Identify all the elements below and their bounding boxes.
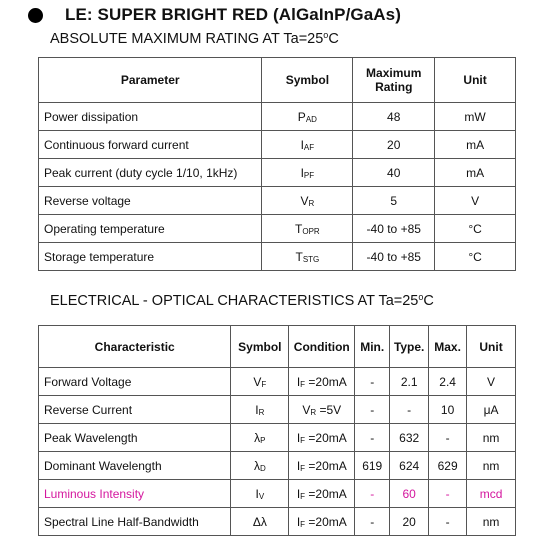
condition-subscript: F [300, 435, 306, 445]
absolute-max-table [38, 57, 516, 271]
table-row [39, 187, 516, 215]
condition-symbol: I [296, 514, 301, 529]
symbol-cell [262, 243, 353, 271]
parameter-cell: Reverse voltage [39, 187, 262, 215]
rating-cell: 20 [353, 131, 435, 159]
symbol-text: Δλ [252, 514, 267, 529]
symbol-text: I [300, 137, 304, 152]
symbol-text: I [300, 165, 304, 180]
typ-cell: 20 [390, 508, 429, 536]
characteristic-cell: Peak Wavelength [39, 424, 231, 452]
header-max: Max. [429, 326, 467, 368]
unit-cell: V [435, 187, 516, 215]
condition-cell [289, 396, 355, 424]
header-typ: Type. [390, 326, 429, 368]
parameter-cell: Operating temperature [39, 215, 262, 243]
symbol-cell [231, 396, 289, 424]
unit-cell: nm [467, 424, 516, 452]
unit-cell: mA [435, 159, 516, 187]
table-row [39, 424, 516, 452]
min-cell: - [355, 368, 390, 396]
table-header-row [39, 58, 516, 103]
symbol-text: T [295, 221, 303, 236]
symbol-text: V [300, 193, 309, 208]
table-row [39, 243, 516, 271]
typ-cell: 60 [390, 480, 429, 508]
rating-cell: 48 [353, 103, 435, 131]
symbol-cell [262, 103, 353, 131]
header-min: Min. [355, 326, 390, 368]
typ-cell: - [390, 396, 429, 424]
condition-value: =20mA [305, 374, 347, 389]
table-row [39, 452, 516, 480]
symbol-subscript: R [308, 198, 315, 208]
symbol-text: I [255, 486, 259, 501]
symbol-cell [231, 424, 289, 452]
symbol-cell [262, 131, 353, 159]
elec-section-title: ELECTRICAL - OPTICAL CHARACTERISTICS AT $Ta=25^oC$ [50, 292, 434, 309]
header-symbol: Symbol [262, 58, 353, 103]
condition-symbol: I [296, 458, 301, 473]
rating-cell: 40 [353, 159, 435, 187]
characteristic-cell: Reverse Current [39, 396, 231, 424]
header-max-rating: Maximum Rating [353, 58, 435, 103]
condition-cell [289, 424, 355, 452]
max-cell: 629 [429, 452, 467, 480]
table-row [39, 396, 516, 424]
unit-cell: °C [435, 243, 516, 271]
symbol-cell [262, 215, 353, 243]
min-cell: - [355, 424, 390, 452]
symbol-subscript: R [258, 407, 265, 417]
characteristic-cell: Forward Voltage [39, 368, 231, 396]
page-title: LE: SUPER BRIGHT RED (AlGaInP/GaAs) [65, 5, 401, 24]
max-cell: - [429, 480, 467, 508]
condition-subscript: F [300, 491, 306, 501]
max-cell: - [429, 508, 467, 536]
symbol-cell [231, 508, 289, 536]
electrical-optical-table [38, 325, 516, 536]
table-row [39, 131, 516, 159]
table-row [39, 215, 516, 243]
unit-cell: μA [467, 396, 516, 424]
symbol-text: λ [254, 430, 261, 445]
symbol-subscript: PF [303, 170, 315, 180]
parameter-cell: Peak current (duty cycle 1/10, 1kHz) [39, 159, 262, 187]
characteristic-cell: Dominant Wavelength [39, 452, 231, 480]
condition-value: =20mA [305, 430, 347, 445]
symbol-cell [262, 159, 353, 187]
condition-symbol: V [302, 402, 311, 417]
max-cell: - [429, 424, 467, 452]
table-row [39, 368, 516, 396]
header-condition: Condition [289, 326, 355, 368]
condition-cell [289, 368, 355, 396]
symbol-text: T [295, 249, 303, 264]
parameter-cell: Power dissipation [39, 103, 262, 131]
unit-cell: mW [435, 103, 516, 131]
condition-value: =20mA [305, 486, 347, 501]
table-header-row [39, 326, 516, 368]
symbol-subscript: STG [302, 254, 320, 264]
header-symbol: Symbol [231, 326, 289, 368]
condition-cell [289, 452, 355, 480]
symbol-subscript: AF [303, 142, 315, 152]
symbol-subscript: F [261, 379, 267, 389]
unit-cell: nm [467, 508, 516, 536]
rating-cell: 5 [353, 187, 435, 215]
condition-cell [289, 508, 355, 536]
characteristic-cell: Spectral Line Half-Bandwidth [39, 508, 231, 536]
condition-subscript: F [300, 463, 306, 473]
condition-symbol: I [296, 374, 301, 389]
min-cell: 619 [355, 452, 390, 480]
condition-subscript: F [300, 379, 306, 389]
symbol-cell [262, 187, 353, 215]
min-cell: - [355, 396, 390, 424]
unit-cell: °C [435, 215, 516, 243]
table-row [39, 159, 516, 187]
abs-section-title: ABSOLUTE MAXIMUM RATING AT $Ta=25^oC$ [50, 30, 339, 47]
unit-cell: mA [435, 131, 516, 159]
symbol-subscript: P [260, 435, 266, 445]
symbol-cell [231, 368, 289, 396]
characteristic-cell: Luminous Intensity [39, 480, 231, 508]
typ-cell: 632 [390, 424, 429, 452]
max-cell: 10 [429, 396, 467, 424]
condition-symbol: I [296, 430, 301, 445]
bullet-icon [28, 8, 43, 23]
symbol-text: I [255, 402, 259, 417]
symbol-text: P [297, 109, 306, 124]
symbol-subscript: D [259, 463, 266, 473]
condition-cell [289, 480, 355, 508]
table-row [39, 103, 516, 131]
rating-cell: -40 to +85 [353, 215, 435, 243]
header-unit: Unit [435, 58, 516, 103]
min-cell: - [355, 508, 390, 536]
rating-cell: -40 to +85 [353, 243, 435, 271]
unit-cell: V [467, 368, 516, 396]
min-cell: - [355, 480, 390, 508]
condition-value: =20mA [305, 458, 347, 473]
condition-value: =20mA [305, 514, 347, 529]
condition-symbol: I [296, 486, 301, 501]
symbol-cell [231, 480, 289, 508]
header-parameter: Parameter [39, 58, 262, 103]
symbol-text: λ [253, 458, 260, 473]
parameter-cell: Continuous forward current [39, 131, 262, 159]
typ-cell: 2.1 [390, 368, 429, 396]
condition-value: =5V [316, 402, 342, 417]
symbol-cell [231, 452, 289, 480]
symbol-subscript: OPR [302, 226, 320, 236]
max-cell: 2.4 [429, 368, 467, 396]
condition-subscript: R [310, 407, 317, 417]
title-row [28, 2, 401, 28]
parameter-cell: Storage temperature [39, 243, 262, 271]
table-row [39, 480, 516, 508]
symbol-subscript: AD [305, 114, 317, 124]
unit-cell: mcd [467, 480, 516, 508]
header-characteristic: Characteristic [39, 326, 231, 368]
unit-cell: nm [467, 452, 516, 480]
typ-cell: 624 [390, 452, 429, 480]
condition-subscript: F [300, 519, 306, 529]
table-row [39, 508, 516, 536]
symbol-subscript: V [258, 491, 265, 501]
header-unit: Unit [467, 326, 516, 368]
symbol-text: V [253, 374, 262, 389]
